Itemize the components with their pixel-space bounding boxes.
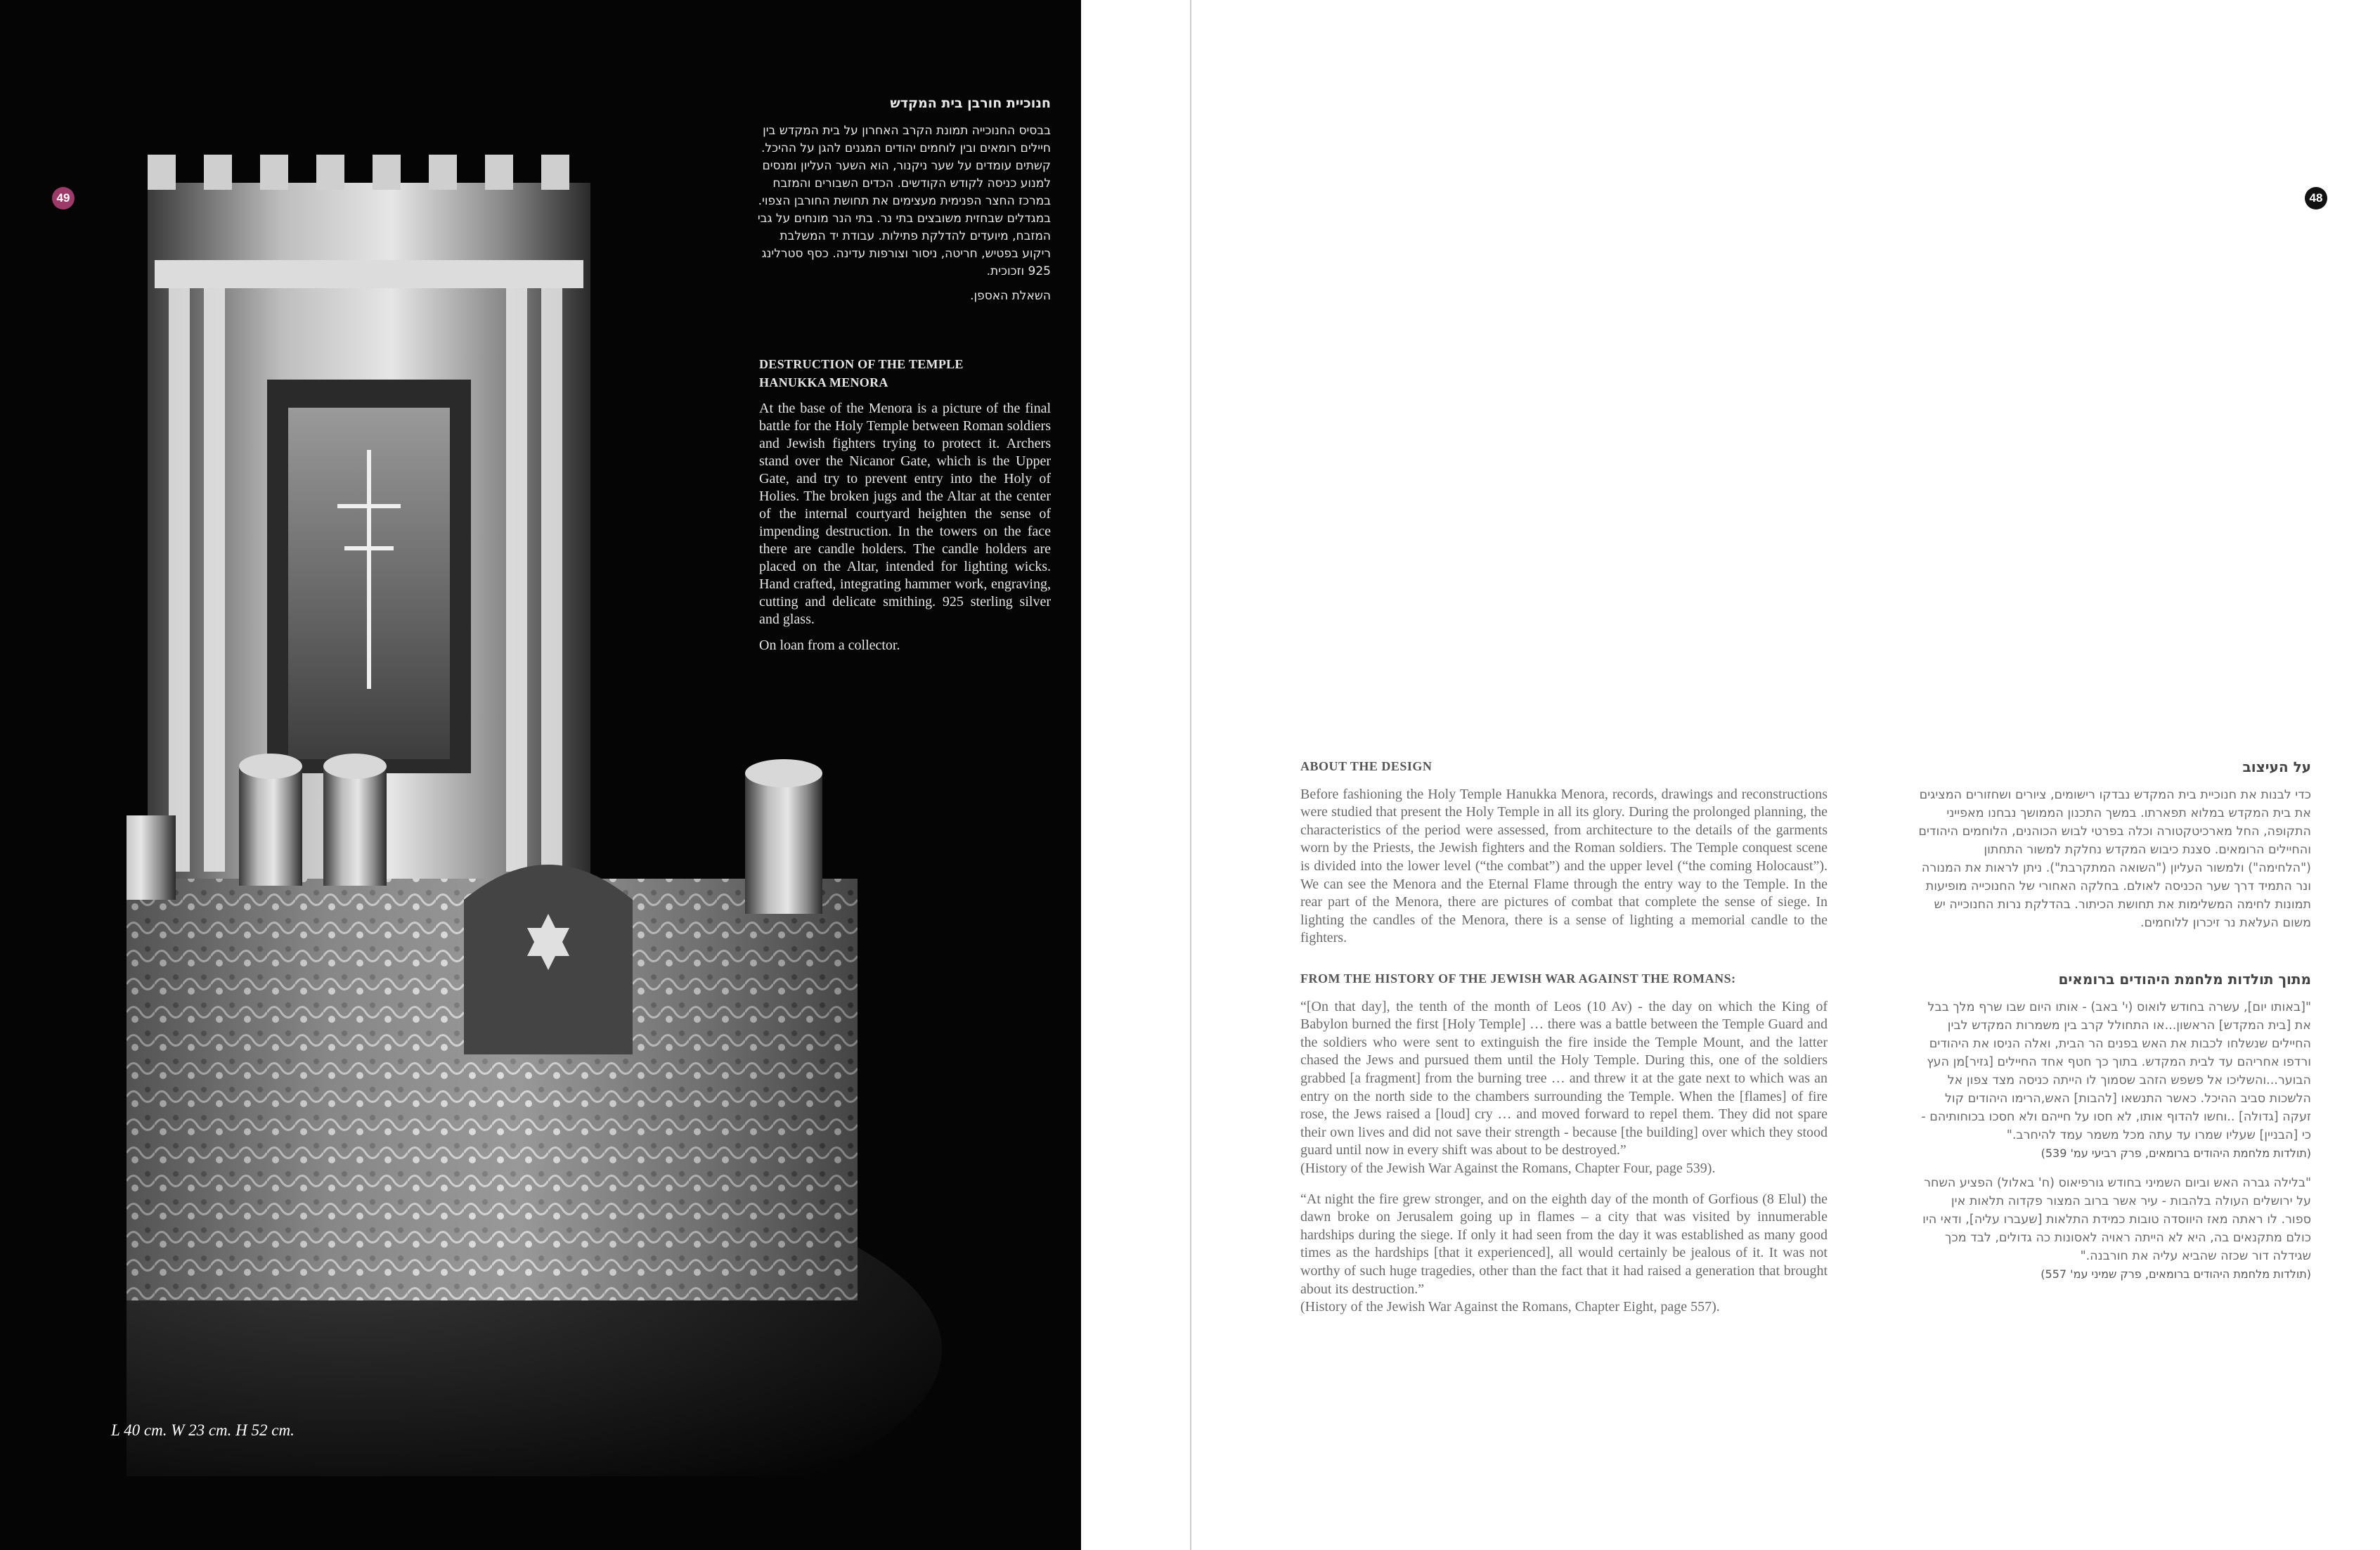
english-description-left <box>759 355 1051 654</box>
history-source-2: (History of the Jewish War Against the Romans, Chapter Eight, page 557). <box>1300 1299 1720 1315</box>
hebrew-history-source-1: (תולדות מלחמת היהודים ברומאים, פרק רביעי עמ' 539) <box>2041 1147 2311 1160</box>
history-paragraph-2 <box>1300 1191 1828 1317</box>
hebrew-credit: השאלת האספן. <box>970 289 1051 303</box>
english-credit: On loan from a collector. <box>759 638 900 653</box>
english-title <box>759 355 1051 392</box>
dimensions-caption: L 40 cm. W 23 cm. H 52 cm. <box>111 1421 295 1439</box>
english-title-line2: HANUKKA MENORA <box>759 375 888 389</box>
history-title: FROM THE HISTORY OF THE JEWISH WAR AGAINST THE ROMANS: <box>1300 971 1736 986</box>
hebrew-history-source-2: (תולדות מלחמת היהודים ברומאים, פרק שמיני עמ' 557) <box>2041 1267 2311 1281</box>
history-quote-2: “At night the fire grew stronger, and on the eighth day of the month of Gorfious (8 Elul) the dawn broke on Jerusalem going up in flames – a city that was visited by innumerable hardships during the siege. If only it had seen from the day it was established as many good times as the hardships [that it experienced], all would certainly be jealous of it. It was not worthy of such huge tragedies, other than the fact that it had raised a generation that brought about its destruction.” <box>1300 1191 1828 1297</box>
hebrew-history-paragraph-1 <box>1917 998 2311 1163</box>
hebrew-history-quote-1: "[באותו יום], עשרה בחודש לואוס (י' באב) - אותו היום שבו שרף מלך בבל את [בית המקדש] הראשון...או התחולל קרב בין משמרות המקדש לבין החיילים שנשלחו לכבות את האש בפנים הר הבית, ואלה הניסו את היהודים ורדפו אחריהם עד לבית המקדש. בתוך כך חטף אחד החיילים [גזיר]מן העץ הבוער...והשליכו אל פשפש הזהב שסמוך לו הייתה כניסה מצד צפון אל הלשכות סביב ההיכל. כאשר התנשאו [להבות] האש,הרימו היהודים קול זעקה [גדולה] ..וחשו להדוף אותו, לא חסו על חייהם ולא חסכו בכוחותיהם - כי [הבניין] שעליו שמרו עד עתה מכל משמר עמד להיחרב." <box>1921 1000 2311 1142</box>
hebrew-description-left <box>756 95 1051 305</box>
left-page <box>0 0 1081 1550</box>
hebrew-history-section <box>1917 970 2311 1295</box>
hebrew-history-title: מתוך תולדות מלחמת היהודים ברומאים <box>2058 971 2311 988</box>
history-quote-1: “[On that day], the tenth of the month of Leos (10 Av) - the day on which the King of Babylon burned the first [Holy Temple] … there was a battle between the Temple Guard and the soldiers who were sent to extinguish the fire inside the Temple Mount, and the latter chased the Jews and pursued them until the Holy Temple. During this, one of the soldiers grabbed [a fragment] from the burning tree … and threw it at the gate next to which was an entry on the north side to the chambers surrounding the Temple. When the [flames] of fire rose, the Jews raised a [loud] cry … and moved forward to repel them. They did not spare their own lives and did not save their strength - because [the building] over which they stood guard until now in every shift was about to be destroyed.” <box>1300 998 1828 1158</box>
hebrew-about-section <box>1917 758 2311 943</box>
page-number-right: 48 <box>2305 187 2327 209</box>
about-title: ABOUT THE DESIGN <box>1300 759 1432 773</box>
hebrew-about-body: כדי לבנות את חנוכיית בית המקדש נבדקו רישומים, ציורים ושחזורים המציגים את בית המקדש במלוא תפארתו. במשך התכנון הממושך נבחנו מאפייני התקופה, החל מארכיטקטורה וכלה בפרטי לבוש הכוהנים, הלוחמים היהודים והחיילים הרומאים. סצנת כיבוש המקדש נחלקת למשור התחתון ("הלחימה") ולמשור העליון ("השואה המתקרבת"). ניתן לראות את המנורה ונר התמיד דרך שער הכניסה לאולם. בחלקה האחורי של החנוכייה מופיעות תמונות לחימה המשלימות את תחושת הכיתור. בהדלקת נרות החנוכייה יש משום העלאת נר זיכרון ללוחמים. <box>1918 788 2311 930</box>
about-the-design-section <box>1300 758 1828 948</box>
history-paragraph-1 <box>1300 998 1828 1178</box>
menora-photograph <box>127 155 956 1476</box>
english-title-line1: DESTRUCTION OF THE TEMPLE <box>759 357 964 371</box>
hebrew-title: חנוכיית חורבן בית המקדש <box>890 96 1051 111</box>
page-number-left: 49 <box>52 187 75 209</box>
hebrew-about-title: על העיצוב <box>2242 758 2311 775</box>
hebrew-history-quote-2: "בלילה גברה האש וביום השמיני בחודש גורפיאוס (ח' באלול) הפציע השחר על ירושלים העולה בלהבות - עיר אשר ברוב המצור פקדוה תלאות אין ספור. לו ראתה מאז היווסדה טובות כמידת התלאות [שעברו עליה], ודאי היו כולם מתקנאים בה, היא לא הייתה ראויה לאסונות כה גדולים, לבד מכך שגידלה דור שכזה שהביא עליה את חורבנה." <box>1922 1176 2311 1263</box>
page-gutter <box>1190 0 1191 1550</box>
english-body: At the base of the Menora is a picture of the final battle for the Holy Temple between Roman soldiers and Jewish fighters trying to protect it. Archers stand over the Nicanor Gate, which is the Upper Gate, and try to prevent entry into the Holy of Holies. The broken jugs and the Altar at the center of the internal courtyard heighten the sense of impending destruction. In the towers on the face there are candle holders. The candle holders are placed on the Altar, intended for lighting wicks. Hand crafted, integrating hammer work, engraving, cutting and delicate smithing. 925 sterling silver and glass. <box>759 401 1051 627</box>
about-body: Before fashioning the Holy Temple Hanukka Menora, records, drawings and reconstructions were studied that present the Holy Temple in all its glory. During the prolonged planning, the characteristics of the period were assessed, from architecture to the details of the garments worn by the Priests, the Jewish fighters and the Roman soldiers. The Temple conquest scene is divided into the lower level (“the combat”) and the upper level (“the coming Holocaust”). We can see the Menora and the Eternal Flame through the entry way to the Temple. In the rear part of the Menora, there are pictures of combat that complete the sense of siege. In lighting the candles of the Menora, there is a sense of lighting a memorial candle to the fighters. <box>1300 786 1828 946</box>
history-section <box>1300 970 1828 1329</box>
hebrew-body: בבסיס החנוכייה תמונת הקרב האחרון על בית המקדש בין חיילים רומאים ובין לוחמים יהודים המגנים להגן על ההיכל. קשתים עומדים על שער ניקנור, הוא השער העליון ומנסים למנוע כניסה לקודש הקודשים. הכדים השבורים והמזבח במרכז החצר הפנימית מעצימים את תחושת החורבן הצפוי. במגדלים שבחזית משובצים בתי נר. בתי הנר מונחים על גבי המזבח, מיועדים להדלקת פתילות. עבודת יד המשלבת ריקוע בפטיש, חריטה, ניסור וצורפות עדינה. כסף סטרלינג 925 וזכוכית. <box>757 124 1051 278</box>
history-source-1: (History of the Jewish War Against the Romans, Chapter Four, page 539). <box>1300 1160 1716 1176</box>
hebrew-history-paragraph-2 <box>1917 1174 2311 1284</box>
